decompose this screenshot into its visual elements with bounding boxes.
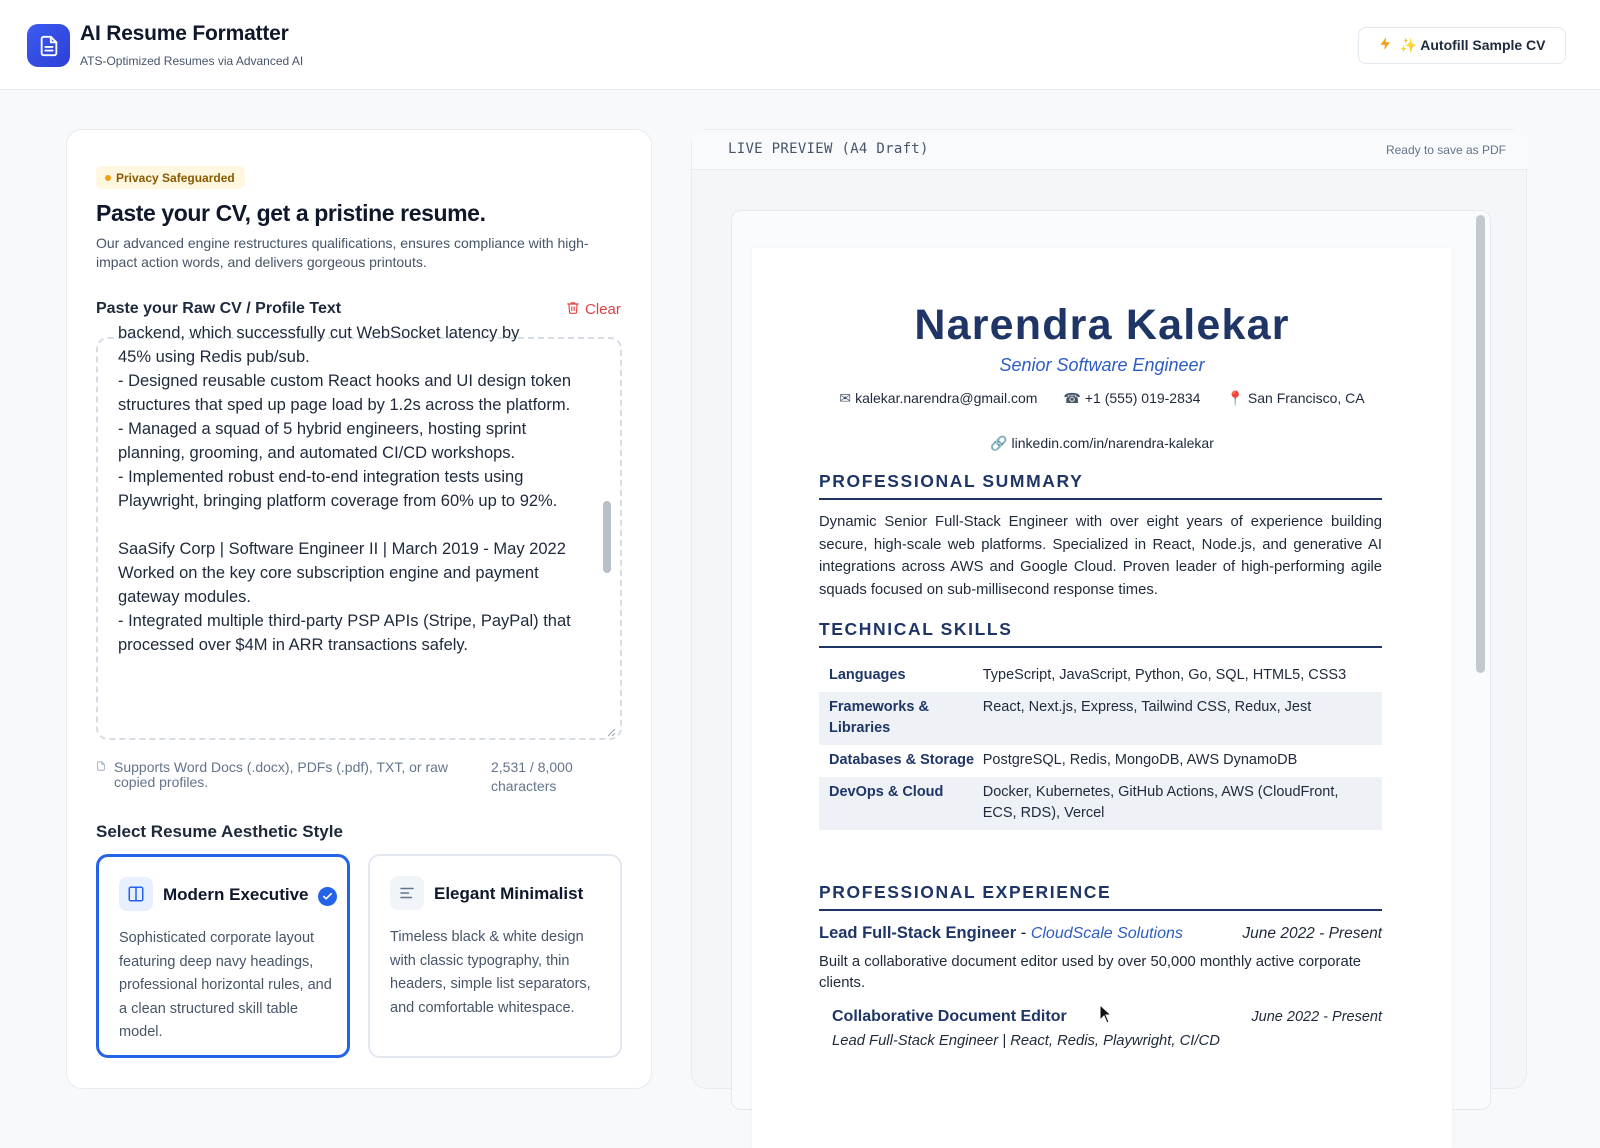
skill-row xyxy=(819,692,1382,745)
support-note xyxy=(96,760,486,790)
editor-description: Our advanced engine restructures qualifications, ensures compliance with high-impact action words, and delivers gorgeous printouts. xyxy=(96,235,589,270)
resume-name: Narendra Kalekar xyxy=(914,301,1290,349)
resume-location-item xyxy=(1226,390,1364,407)
skills-table xyxy=(819,660,1382,830)
privacy-badge xyxy=(96,166,245,189)
trash-icon xyxy=(566,300,580,319)
resume-phone: +1 (555) 019-2834 xyxy=(1084,390,1201,406)
status-dot-icon xyxy=(105,175,111,181)
paste-label: Paste your Raw CV / Profile Text xyxy=(96,300,342,317)
preview-scrollbar-thumb[interactable] xyxy=(1476,215,1485,673)
resume-phone-item xyxy=(1063,390,1200,407)
resume-linkedin: linkedin.com/in/narendra-kalekar xyxy=(1011,435,1214,451)
skill-category: Languages xyxy=(829,667,906,683)
autofill-label: ✨ Autofill Sample CV xyxy=(1399,37,1546,53)
project-title: Collaborative Document Editor xyxy=(832,1008,1067,1025)
skill-category: Databases & Storage xyxy=(829,752,975,768)
preview-header xyxy=(692,130,1528,170)
cv-text-input[interactable] xyxy=(96,324,622,740)
link-icon: 🔗 xyxy=(990,435,1008,451)
cv-text-content: backend, which successfully cut WebSocket latency by 45% using Redis pub/sub. - Designed reusable custom React hooks and UI design token structures that sped up page load by 1.2s across the platform. - Managed a squad of 5 hybrid engineers, hosting sprint planning, grooming, and automated CI/CD workshops. - Implemented robust end-to-end integration tests using Playwright, bringing platform coverage from 60% up to 92%. SaaSify Corp | Software Engineer II | March 2019 - May 2022 Worked on the key core subscription engine and payment gateway modules. - Integrated multiple third-party PSP APIs (Stripe, PayPal) that processed over $4M in ARR transactions safely. xyxy=(118,324,572,654)
style-option-description: Timeless black & white design with classic typography, thin headers, simple list separators, and comfortable whitespace. xyxy=(390,929,591,1016)
skill-items: TypeScript, JavaScript, Python, Go, SQL, HTML5, CSS3 xyxy=(982,667,1347,683)
resume-email-item xyxy=(839,390,1037,407)
clear-button[interactable] xyxy=(566,300,621,319)
skill-items: Docker, Kubernetes, GitHub Actions, AWS (CloudFront, ECS, RDS), Vercel xyxy=(982,784,1339,821)
style-section-label: Select Resume Aesthetic Style xyxy=(96,822,343,841)
location-pin-icon: 📍 xyxy=(1226,390,1244,406)
skill-row xyxy=(819,660,1382,692)
preview-label: LIVE PREVIEW (A4 Draft) xyxy=(728,141,929,157)
top-bar xyxy=(0,0,1600,90)
document-logo-icon xyxy=(27,24,70,67)
resize-grip-icon[interactable] xyxy=(606,724,616,734)
job-header xyxy=(819,924,1382,943)
app-subtitle: ATS-Optimized Resumes via Advanced AI xyxy=(80,54,304,68)
checkmark-icon xyxy=(318,887,337,906)
job-dates: June 2022 - Present xyxy=(1242,925,1382,942)
app-title: AI Resume Formatter xyxy=(80,22,289,45)
summary-heading: PROFESSIONAL SUMMARY xyxy=(819,471,1382,500)
skills-heading: TECHNICAL SKILLS xyxy=(819,619,1382,648)
character-count: 2,531 / 8,000 characters xyxy=(491,759,573,794)
cv-scrollbar[interactable] xyxy=(602,345,612,727)
resume-location: San Francisco, CA xyxy=(1247,390,1365,406)
experience-heading: PROFESSIONAL EXPERIENCE xyxy=(819,882,1382,911)
style-option-description: Sophisticated corporate layout featuring deep navy headings, professional horizontal rules, and a clean structured skill table model. xyxy=(119,930,332,1040)
resume-contact-row xyxy=(752,390,1452,407)
job-company: CloudScale Solutions xyxy=(1030,925,1183,942)
job-separator: - xyxy=(1016,924,1031,942)
preview-status: Ready to save as PDF xyxy=(1385,143,1506,157)
autofill-sample-button[interactable] xyxy=(1358,27,1566,64)
summary-text: Dynamic Senior Full-Stack Engineer with over eight years of experience building secure, high-scale web platforms. Specialized in React, Node.js, and generative AI integrations across AWS and Google Cloud. Proven leader of high-performing agile squads focused on sub-millisecond response times. xyxy=(819,514,1382,598)
resume-email: kalekar.narendra@gmail.com xyxy=(855,390,1038,406)
job-description: Built a collaborative document editor used by over 50,000 monthly active corporate clients. xyxy=(819,954,1362,991)
style-option-elegant-minimalist[interactable] xyxy=(368,854,622,1058)
cv-scrollbar-thumb[interactable] xyxy=(603,501,611,573)
resume-role: Senior Software Engineer xyxy=(999,355,1205,375)
support-note-text: Supports Word Docs (.docx), PDFs (.pdf), TXT, or raw copied profiles. xyxy=(114,759,449,790)
resume-linkedin-row xyxy=(752,435,1452,452)
job-title: Lead Full-Stack Engineer xyxy=(819,924,1017,942)
style-option-name: Elegant Minimalist xyxy=(434,884,584,903)
mouse-cursor-icon xyxy=(1099,1004,1113,1029)
phone-icon: ☎ xyxy=(1063,390,1081,406)
project-dates: June 2022 - Present xyxy=(1251,1009,1382,1025)
skill-category: Frameworks & Libraries xyxy=(829,699,929,736)
project-subtitle: Lead Full-Stack Engineer | React, Redis, Playwright, CI/CD xyxy=(832,1033,1220,1049)
skill-items: PostgreSQL, Redis, MongoDB, AWS DynamoDB xyxy=(982,752,1298,768)
skill-category: DevOps & Cloud xyxy=(829,784,944,800)
bolt-icon xyxy=(1378,36,1393,55)
columns-icon xyxy=(119,877,153,911)
file-icon xyxy=(96,760,106,790)
clear-label: Clear xyxy=(585,301,621,318)
style-option-name: Modern Executive xyxy=(163,885,309,904)
preview-panel xyxy=(691,129,1527,1089)
skill-items: React, Next.js, Express, Tailwind CSS, Redux, Jest xyxy=(982,699,1312,715)
mail-icon: ✉ xyxy=(839,390,852,406)
privacy-badge-label: Privacy Safeguarded xyxy=(116,170,235,185)
editor-title: Paste your CV, get a pristine resume. xyxy=(96,200,486,226)
style-option-modern-executive[interactable] xyxy=(96,854,350,1058)
skill-row xyxy=(819,777,1382,830)
align-left-icon xyxy=(390,876,424,910)
skill-row xyxy=(819,745,1382,777)
preview-scroll-area[interactable] xyxy=(731,210,1491,1110)
